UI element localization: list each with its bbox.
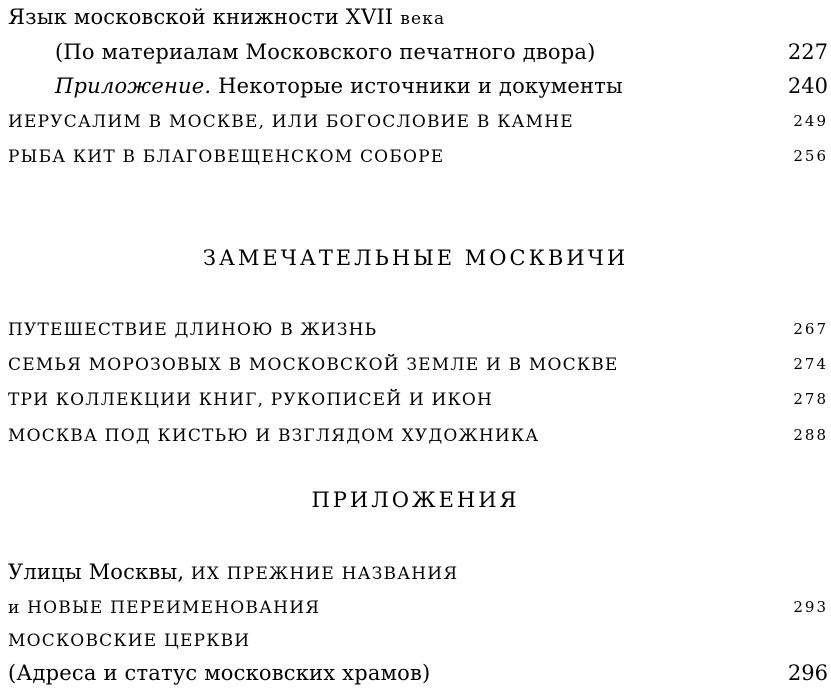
toc-entry-title: Язык московской книжности XVII века bbox=[8, 5, 446, 29]
toc-entry-title: и НОВЫЕ ПЕРЕИМЕНОВАНИЯ bbox=[8, 598, 321, 618]
section-heading: ЗАМЕЧАТЕЛЬНЫЕ МОСКВИЧИ bbox=[202, 246, 629, 270]
toc-entry-title: МОСКВА ПОД КИСТЬЮ И ВЗГЛЯДОМ ХУДОЖНИКА bbox=[8, 426, 540, 446]
toc-entry-title: ИЕРУСАЛИМ В МОСКВЕ, ИЛИ БОГОСЛОВИЕ В КАМНЕ bbox=[8, 112, 574, 132]
toc-page-number: 249 bbox=[793, 112, 828, 130]
toc-page-number: 296 bbox=[787, 661, 828, 685]
toc-entry-title: МОСКОВСКИЕ ЦЕРКВИ bbox=[8, 631, 251, 651]
toc-page-number: 256 bbox=[793, 147, 828, 165]
toc-page-number: 227 bbox=[787, 40, 828, 64]
toc-entry-title: СЕМЬЯ МОРОЗОВЫХ В МОСКОВСКОЙ ЗЕМЛЕ И В МОСКВЕ bbox=[8, 355, 619, 375]
toc-page-number: 274 bbox=[793, 355, 828, 373]
toc-entry-title: Приложение. Некоторые источники и документы bbox=[55, 74, 623, 98]
toc-entry-title: (По материалам Московского печатного двора) bbox=[55, 40, 596, 64]
toc-page-number: 288 bbox=[793, 426, 828, 444]
section-heading: ПРИЛОЖЕНИЯ bbox=[311, 488, 520, 512]
toc-entry-title: Улицы Москвы, ИХ ПРЕЖНИЕ НАЗВАНИЯ bbox=[8, 560, 459, 584]
toc-entry-title: ПУТЕШЕСТВИЕ ДЛИНОЮ В ЖИЗНЬ bbox=[8, 320, 378, 340]
toc-page-number: 267 bbox=[793, 320, 828, 338]
toc-entry-title: (Адреса и статус московских храмов) bbox=[8, 661, 431, 685]
toc-page-number: 293 bbox=[793, 598, 828, 616]
toc-entry-title: РЫБА КИТ В БЛАГОВЕЩЕНСКОМ СОБОРЕ bbox=[8, 147, 445, 167]
toc-page-number: 240 bbox=[787, 74, 828, 98]
toc-page-number: 278 bbox=[793, 390, 828, 408]
toc-entry-title: ТРИ КОЛЛЕКЦИИ КНИГ, РУКОПИСЕЙ И ИКОН bbox=[8, 390, 494, 410]
